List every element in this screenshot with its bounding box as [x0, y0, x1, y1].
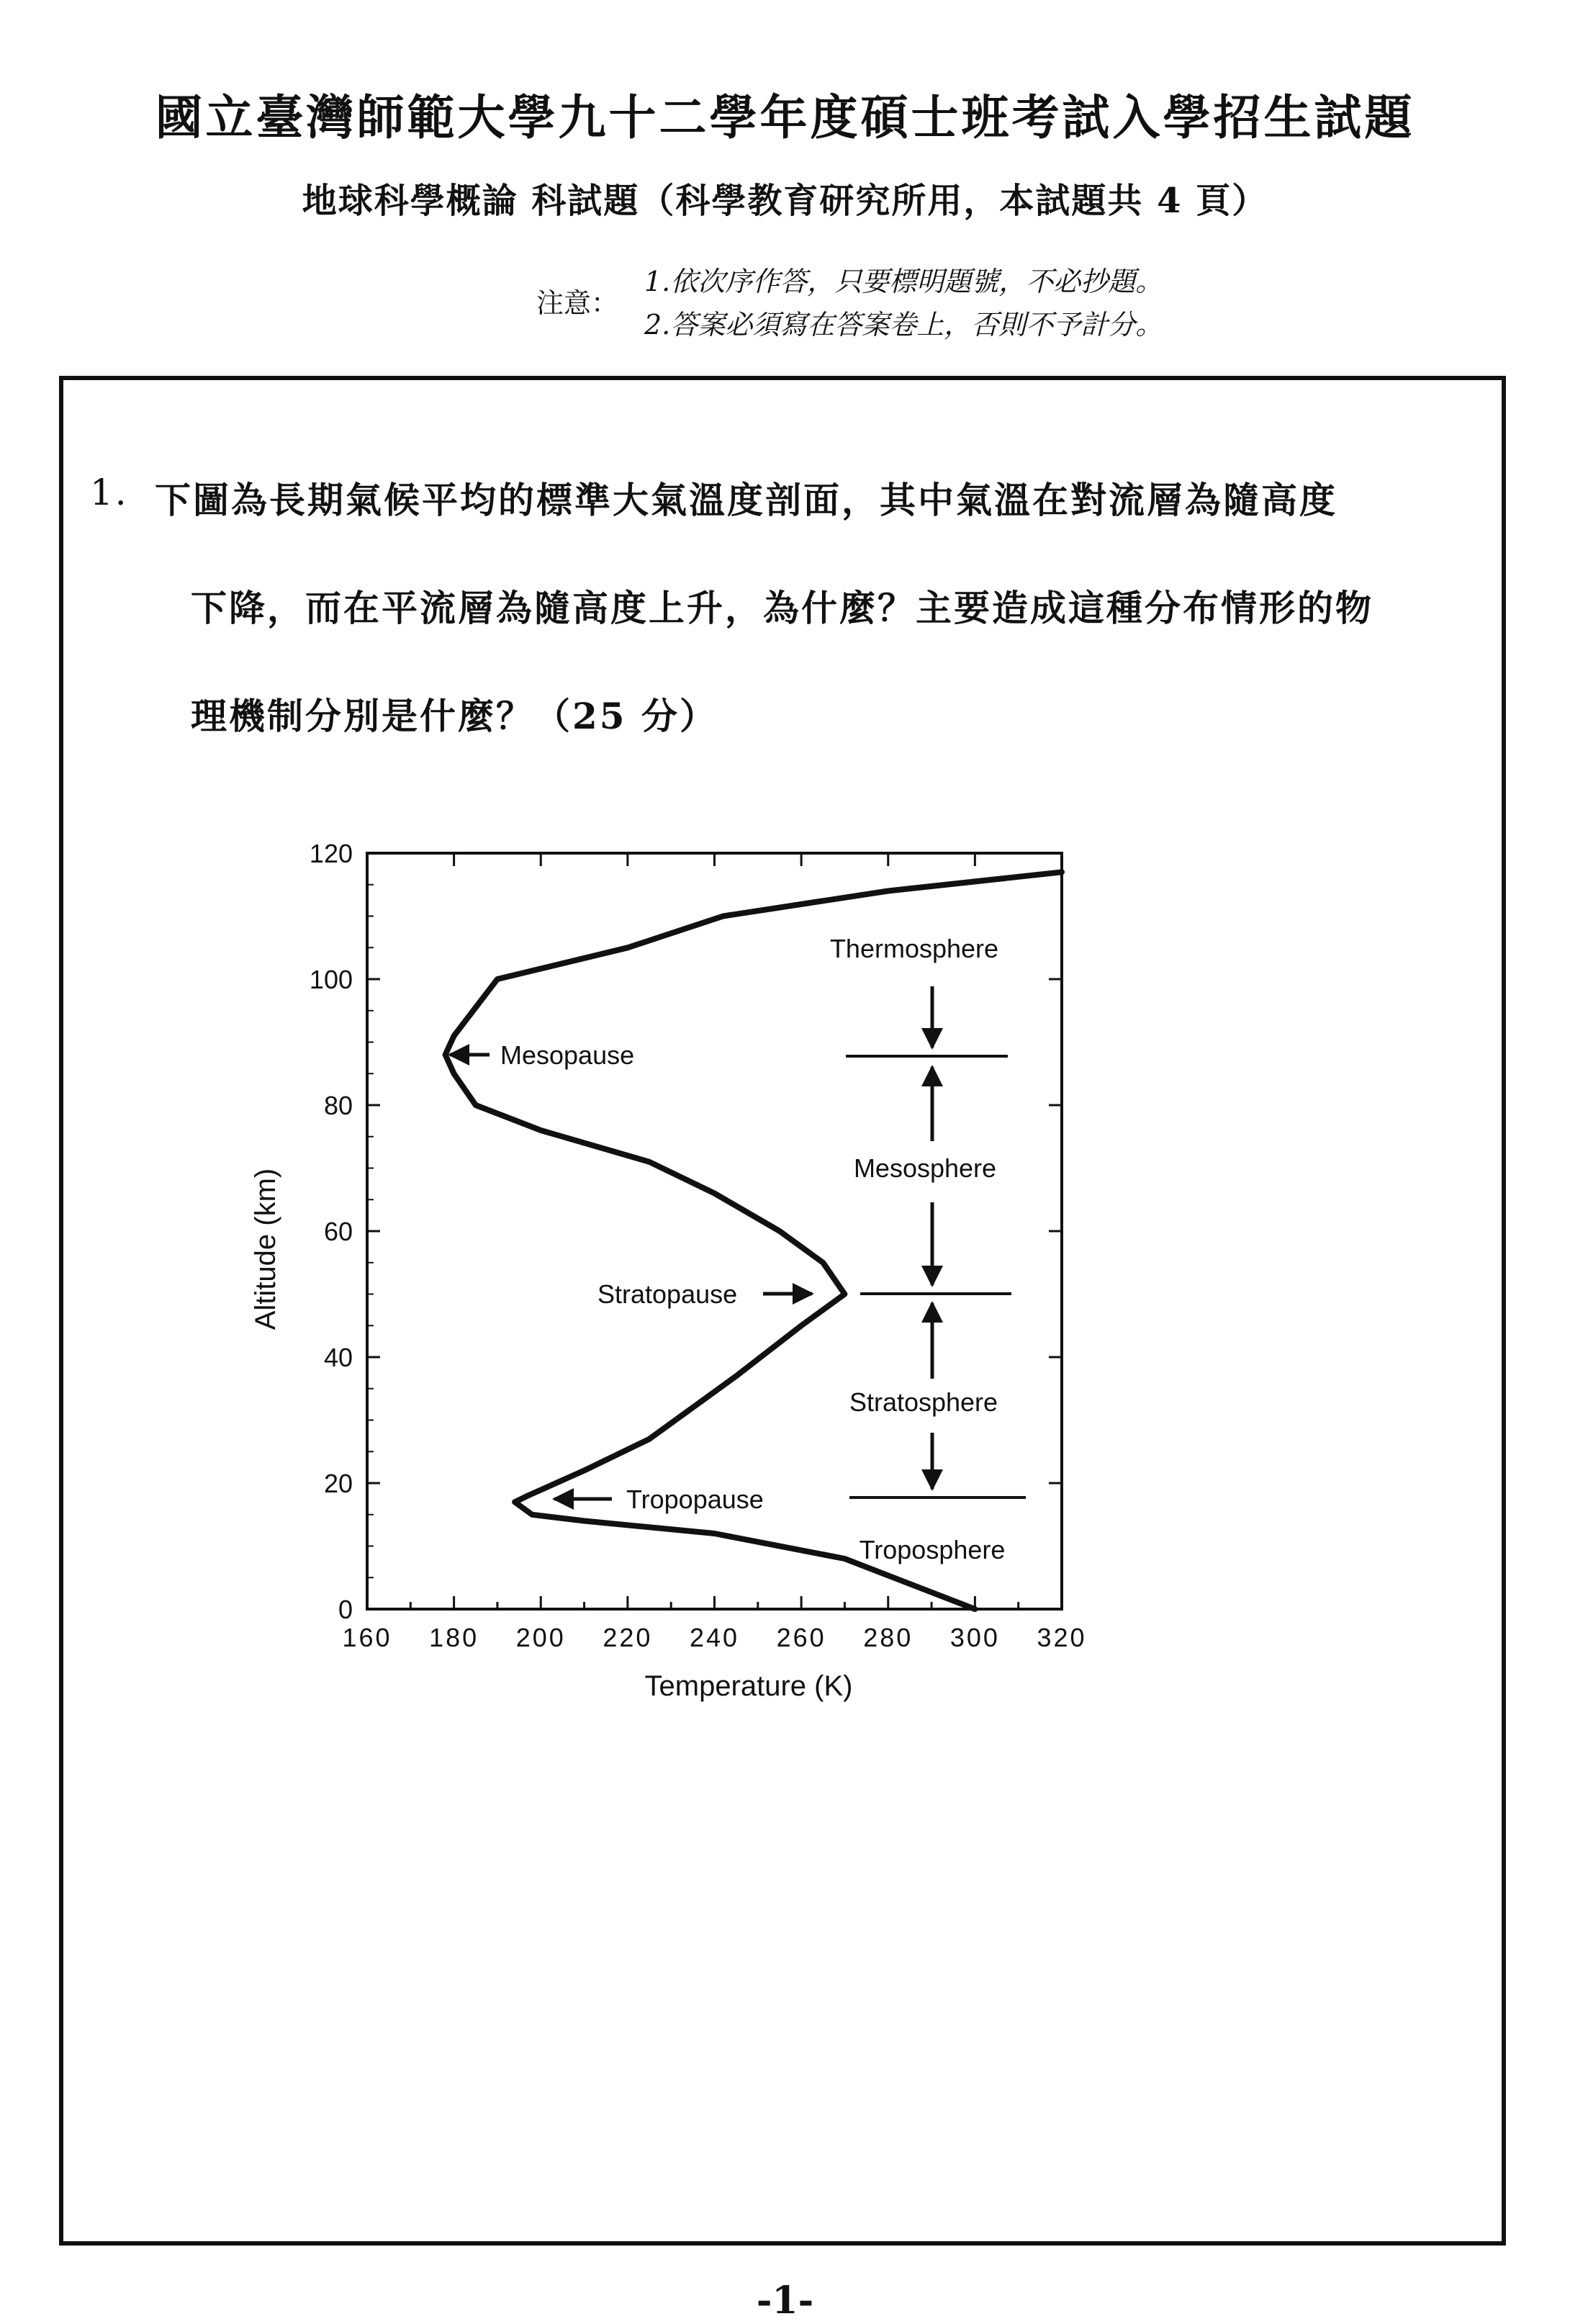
x-tick-label: 320	[1037, 1623, 1087, 1652]
y-axis-label: Altitude (km)	[250, 1168, 281, 1330]
x-tick-label: 180	[429, 1623, 479, 1652]
question-line-1: 下圖為長期氣候平均的標準大氣溫度剖面，其中氣溫在對流層為隨高度	[155, 479, 1337, 521]
notice-label: 注意：	[536, 287, 619, 319]
question-number: 1.	[90, 472, 129, 513]
thermosphere-label: Thermosphere	[829, 934, 999, 963]
x-tick-label: 240	[689, 1623, 740, 1652]
page-number: -1-	[756, 2279, 814, 2323]
y-tick-label: 20	[323, 1469, 353, 1498]
question-line-3: 理機制分別是什麼？（25 分）	[191, 695, 718, 737]
y-tick-label: 80	[323, 1091, 353, 1120]
y-tick-label: 40	[323, 1343, 353, 1372]
stratopause-label: Stratopause	[597, 1279, 738, 1309]
exam-title: 國立臺灣師範大學九十二學年度碩士班考試入學招生試題	[155, 89, 1415, 145]
x-tick-label: 200	[515, 1623, 566, 1652]
y-tick-label: 120	[309, 839, 353, 868]
notice-item-2: 2.答案必須寫在答案卷上，否則不予計分。	[644, 309, 1163, 341]
x-tick-label: 260	[776, 1623, 826, 1652]
y-tick-label: 60	[323, 1217, 353, 1246]
mesosphere-label: Mesosphere	[853, 1153, 997, 1183]
exam-subtitle: 地球科學概論 科試題（科學教育研究所用，本試題共 4 頁）	[302, 181, 1268, 221]
x-tick-label: 280	[863, 1623, 913, 1652]
y-tick-label: 0	[338, 1595, 353, 1624]
y-tick-label: 100	[309, 965, 353, 994]
tropopause-label: Tropopause	[626, 1485, 764, 1514]
mesopause-label: Mesopause	[500, 1040, 635, 1070]
x-axis-label: Temperature (K)	[644, 1670, 853, 1702]
x-tick-label: 300	[949, 1623, 1000, 1652]
x-tick-label: 160	[342, 1623, 392, 1652]
x-tick-label: 220	[603, 1623, 653, 1652]
stratosphere-label: Stratosphere	[849, 1387, 998, 1417]
question-line-2: 下降，而在平流層為隨高度上升，為什麼？主要造成這種分布情形的物	[191, 587, 1373, 629]
notice-item-1: 1.依次序作答，只要標明題號，不必抄題。	[644, 266, 1163, 297]
troposphere-label: Troposphere	[859, 1535, 1006, 1564]
